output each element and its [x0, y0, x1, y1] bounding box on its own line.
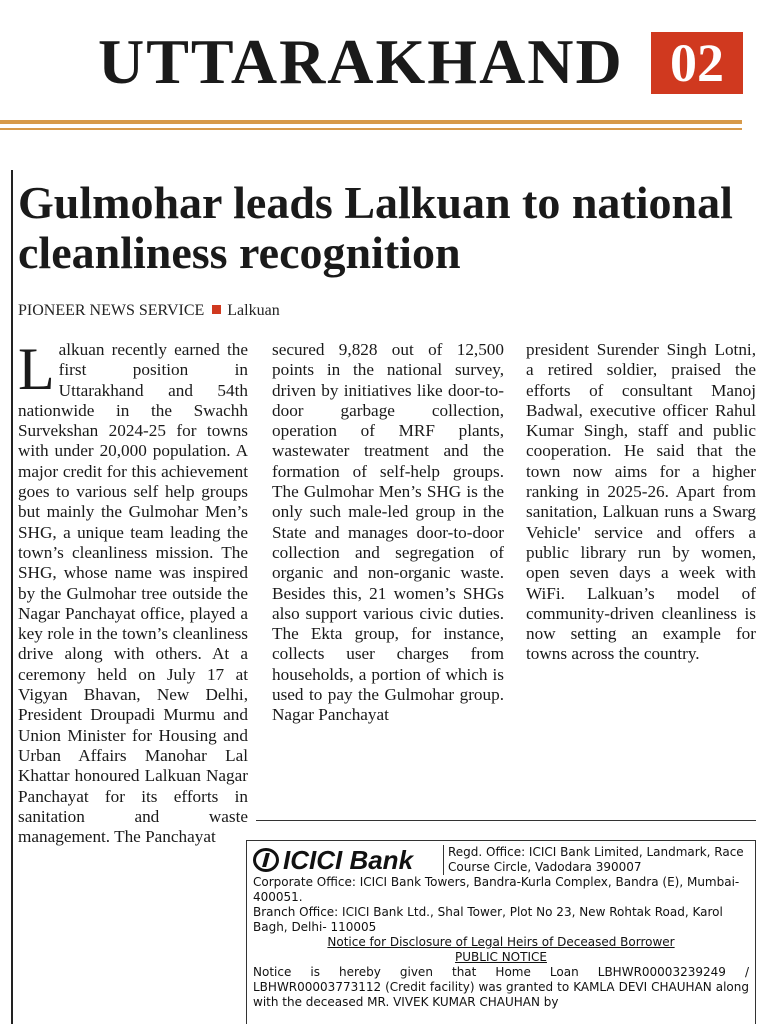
- bank-advertisement: [246, 840, 756, 1024]
- column-1-text: alkuan recently earned the first position in Uttarakhand and 54th nationwide in the Swachh Survekshan 2024-25 for towns with under 20,000 population. A major credit for this achievement goes to various self help groups but mainly the Gulmohar Men’s SHG, a unique team leading the town’s cleanliness mission. The SHG, whose name was inspired by the Gulmohar tree outside the Nagar Panchayat office, played a key role in the town’s cleanliness drive along with others. At a ceremony held on July 17 at Vigyan Bhavan, New Delhi, President Droupadi Murmu and Union Minister for Housing and Urban Affairs Manohar Lal Khattar honoured Lalkuan Nagar Panchayat for its efforts in sanitation and waste management. The Panchayat: [18, 340, 248, 847]
- notice-title: Notice for Disclosure of Legal Heirs of Deceased Borrower: [327, 935, 675, 949]
- drop-cap: L: [18, 336, 55, 402]
- article-column-3: president Surender Singh Lotni, a retired soldier, praised the efforts of consultant Manoj Badwal, executive officer Rahul Kumar Singh, staff and public cooperation. He said that the town now aims for a higher ranking in 2025-26. Apart from sanitation, Lalkuan runs a Swarg Vehicle' service and offers a public library run by women, open seven days a week with WiFi. Lalkuan’s model of community-driven cleanliness is now setting an example for towns across the country.: [526, 340, 756, 664]
- masthead: [0, 0, 780, 120]
- masthead-rule-thin: [0, 128, 742, 130]
- square-bullet-icon: [212, 305, 221, 314]
- section-title: UTTARAKHAND: [98, 26, 624, 97]
- ad-separator: [256, 820, 756, 821]
- icici-logo-icon: [253, 848, 279, 872]
- article-column-2: secured 9,828 out of 12,500 points in the national survey, driven by initiatives like door-to-door garbage collection, operation of MRF plants, wastewater treatment and the formation of self-help groups. The Gulmohar Men’s SHG is the only such male-led group in the State and manages door-to-door collection and segregation of organic and non-organic waste. Besides this, 21 women’s SHGs also support various civic duties. The Ekta group, for instance, collects user charges from households, a portion of which is used to pay the Gulmohar group. Nagar Panchayat: [272, 340, 504, 725]
- article-headline: Gulmohar leads Lalkuan to national cleanliness recognition: [18, 177, 733, 278]
- public-notice-heading: PUBLIC NOTICE: [455, 950, 547, 964]
- article-column-1: [18, 336, 248, 847]
- logo-text: ICICI Bank: [283, 845, 414, 875]
- notice-body: Notice is hereby given that Home Loan LBHWR00003239249 / LBHWR00003773112 (Credit facility) was granted to KAMLA DEVI CHAUHAN along with the deceased MR. VIVEK KUMAR CHAUHAN by: [253, 965, 749, 1009]
- byline-source: PIONEER NEWS SERVICE: [18, 302, 205, 319]
- byline: [18, 302, 280, 320]
- column-rule: [11, 170, 13, 1024]
- branch-office: Branch Office: ICICI Bank Ltd., Shal Tower, Plot No 23, New Rohtak Road, Karol Bagh, Delhi- 110005: [253, 905, 723, 934]
- regd-office: Regd. Office: ICICI Bank Limited, Landmark, Race Course Circle, Vadodara 390007: [443, 845, 749, 875]
- masthead-rule: [0, 120, 742, 124]
- corporate-office: Corporate Office: ICICI Bank Towers, Bandra-Kurla Complex, Bandra (E), Mumbai- 400051.: [253, 875, 740, 904]
- byline-location: Lalkuan: [227, 302, 280, 319]
- page-number-badge: 02: [651, 32, 743, 94]
- icici-bank-logo: [253, 845, 443, 875]
